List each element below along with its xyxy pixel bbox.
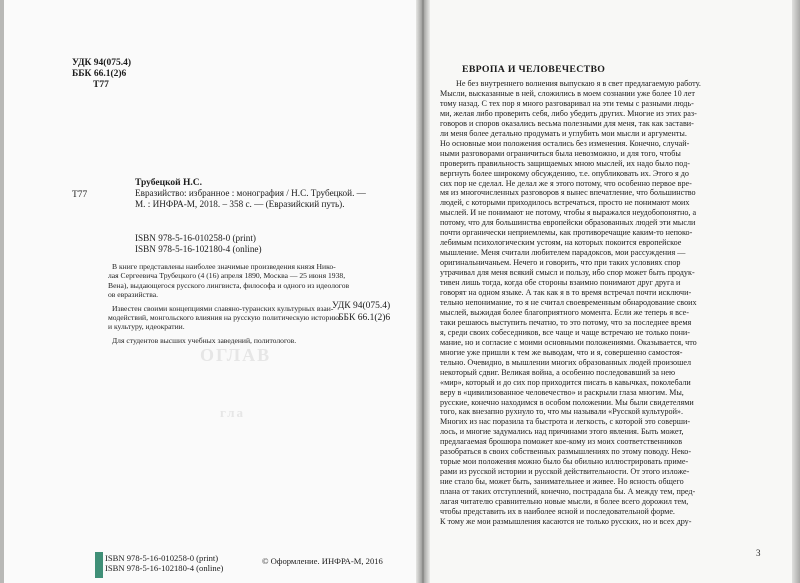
isbn-print: ISBN 978-5-16-010258-0 (print) (135, 233, 256, 243)
bbk-line: ББК 66.1(2)6 (72, 69, 127, 79)
text-line: ли меня более детально продумать и углубить мои мысли и аргументы. (440, 128, 687, 138)
text-line: оригинальничаньем. Нечего и говорить, что при таких условиях спор (440, 258, 681, 268)
text-line: ными разговорами ограничиться была невозможно, и для того, чтобы (440, 148, 681, 158)
text-line: тому назад. С тех пор я много разговаривал на эти темы с разными людь- (440, 98, 694, 108)
text-line: того, как внезапно рухнуло то, что мы называли «Русской культурой». (440, 407, 684, 417)
annotation-line: лая Сергеевича Трубецкого (4 (16) апреля 1890, Москва — 25 июня 1938, (108, 271, 346, 281)
text-line: вергнуть более широкому обсуждению, т.е. опубликовать их. Этого я до (440, 168, 689, 178)
udk-line: УДК 94(075.4) (72, 58, 132, 68)
text-line: плана от таких отступлений, конечно, пострадала бы. А между тем, пред- (440, 487, 696, 497)
text-line: лось, и многие задумались над причинами этого явления. Быть может, (440, 427, 684, 437)
udk-bbk-bottom (332, 300, 390, 324)
page-edge (0, 0, 4, 583)
isbn-online: ISBN 978-5-16-102180-4 (online) (135, 243, 262, 254)
annotation-line: Вена), выдающегося русского лингвиста, философа и одного из идеологов (108, 280, 350, 290)
text-line: К тому же мои размышления касаются не только русских, но и всех дру- (440, 516, 692, 526)
text-line: я, среди своих собеседников, все чаще и чаще встречаю не только пони- (440, 327, 690, 337)
page-number: 3 (756, 548, 761, 558)
text-line: ми, желая либо проверить себя, либо убедить других. Многие из этих раз- (440, 108, 697, 118)
bibliographic-record (135, 188, 405, 209)
text-line: почти органически неприемлемы, как противоречащие каким-то непоко- (440, 228, 693, 238)
page-edge (792, 0, 800, 583)
text-line: говорят на одном языке. А так как я в то время встречал почти исключи- (440, 288, 692, 298)
text-line: Многих из нас поразила та быстрота и легкость, с которой это соверши- (440, 417, 691, 427)
text-line: мание, но и согласие с моими основными положениями. Оказывается, что (440, 337, 697, 347)
show-through-text: гла (220, 405, 246, 420)
text-line: многие уже пришли к тем же выводам, что и я, совершенно самостоя- (440, 347, 683, 357)
text-line: проверить правильность защищаемых мною мыслей, их надо было под- (440, 158, 690, 168)
text-line: Мысли, высказанные в ней, сложились в моем сознании уже более 10 лет (440, 88, 695, 98)
text-line: «мир», который и до сих пор приходится писать в кавычках, поколебали (440, 377, 691, 387)
text-line: утрачивал для меня всякий смысл и пользу, ибо спор может быть продук- (440, 268, 695, 278)
annotation-line: В книге представлены наиболее значимые произведения князя Нико- (112, 262, 336, 271)
text-line: ние стало бы, может быть, занимательнее и живее. Но ясность общего (440, 477, 684, 487)
text-line: лагая читателю сравнительно новые мысли, я более всего дорожил тем, (440, 497, 689, 507)
text-line: мя из многочисленных разговоров я вынес впечатление, что большинство (440, 188, 696, 198)
text-line: лебимым психологическим устоям, на которых покоится европейское (440, 238, 682, 248)
text-line: людей, с которыми приходилось встречаться, просто не понимают моих (440, 198, 690, 208)
annotation-line: Для студентов высших учебных заведений, политологов. (112, 335, 297, 345)
bbk-line: ББК 66.1(2)6 (338, 313, 391, 323)
text-line: таки решаюсь выступить печатно, то это потому, что за последнее время (440, 317, 692, 327)
text-line: мышление. Меня считали любителем парадоксов, мои рассуждения — (440, 248, 686, 258)
body-text (440, 79, 778, 527)
text-line: тельно непонимание, то я не считал своевременным обнародование своих (440, 297, 697, 307)
udk-bbk-top (72, 58, 131, 91)
text-line: потому, что для большинства европейски образованных людей эти мысли (440, 218, 696, 228)
text-line: Но основные мои положения остались без изменения. Конечно, случай- (440, 138, 690, 148)
isbn-online: ISBN 978-5-16-102180-4 (online) (105, 563, 224, 574)
text-line: некоторый сдвиг. Великая война, а особенно последовавший за нею (440, 367, 676, 377)
annotation-line: и культуру, идеократии. (108, 322, 185, 332)
author-name: Трубецкой Н.С. (135, 178, 203, 188)
text-line: сих пор не сделал. Не делал же я этого потому, что особенно первое вре- (440, 178, 692, 188)
text-line: чтобы представить их в наиболее ясной и последовательной форме. (440, 506, 675, 516)
udk-line: УДК 94(075.4) (332, 301, 391, 311)
annotation-line: Известен своими концепциями славяно-туранских культурных взаи- (112, 303, 334, 313)
text-line: веру в «цивилизованное человечество» и раскрыли глаза многим. Мы, (440, 387, 684, 397)
bib-line: Евразийство: избранное : монография / Н.С. Трубецкой. — (135, 188, 366, 198)
isbn-bottom (105, 553, 223, 573)
bib-line: М. : ИНФРА-М, 2018. – 358 с. — (Евразийский путь). (135, 198, 345, 209)
book-gutter (416, 0, 430, 583)
text-line: Не без внутреннего волнения выпускаю я в свет предлагаемую работу. (456, 79, 701, 88)
text-line: говоров и споров оказались весьма полезными для меня, так как застави- (440, 118, 694, 128)
text-line: разобраться в своих собственных размышлениях по этому поводу. Неко- (440, 447, 692, 457)
text-line: тельно. Очевидно, в мышлении многих образованных людей произошел (440, 357, 691, 367)
right-page (423, 0, 800, 583)
author-mark-line: Т77 (93, 80, 109, 90)
copyright-notice: © Оформление. ИНФРА-М, 2016 (262, 556, 383, 566)
text-line: мыслей. И не понимают не потому, чтобы я выражался неудобопонятно, а (440, 208, 697, 218)
annotation-line: ов евразийства. (108, 290, 158, 300)
text-line: торые мои положения можно было бы обильно иллюстрировать приме- (440, 457, 689, 467)
author-mark: Т77 (72, 190, 88, 200)
isbn-block (135, 233, 262, 254)
text-line: мыслей, выжидая более благоприятного момента. Если же теперь я все- (440, 307, 689, 317)
text-line: тивен лишь тогда, когда обе стороны взаимно понимают друг друга и (440, 278, 681, 288)
text-line: рами из русской истории и русской действительности. От этого изложе- (440, 467, 690, 477)
annotation-line: модействий, монгольского влияния на русскую политическую историю (108, 313, 340, 323)
text-line: предлагаемая брошюра поможет кое-кому из моих соответственников (440, 437, 683, 447)
page-tab-marker (95, 552, 103, 578)
isbn-print: ISBN 978-5-16-010258-0 (print) (105, 553, 219, 563)
text-line: русские, конечно находимся в особом положении. Мы были свидетелями (440, 397, 694, 407)
show-through-text: ОГЛАВ (200, 345, 272, 365)
chapter-heading: ЕВРОПА И ЧЕЛОВЕЧЕСТВО (462, 64, 606, 75)
